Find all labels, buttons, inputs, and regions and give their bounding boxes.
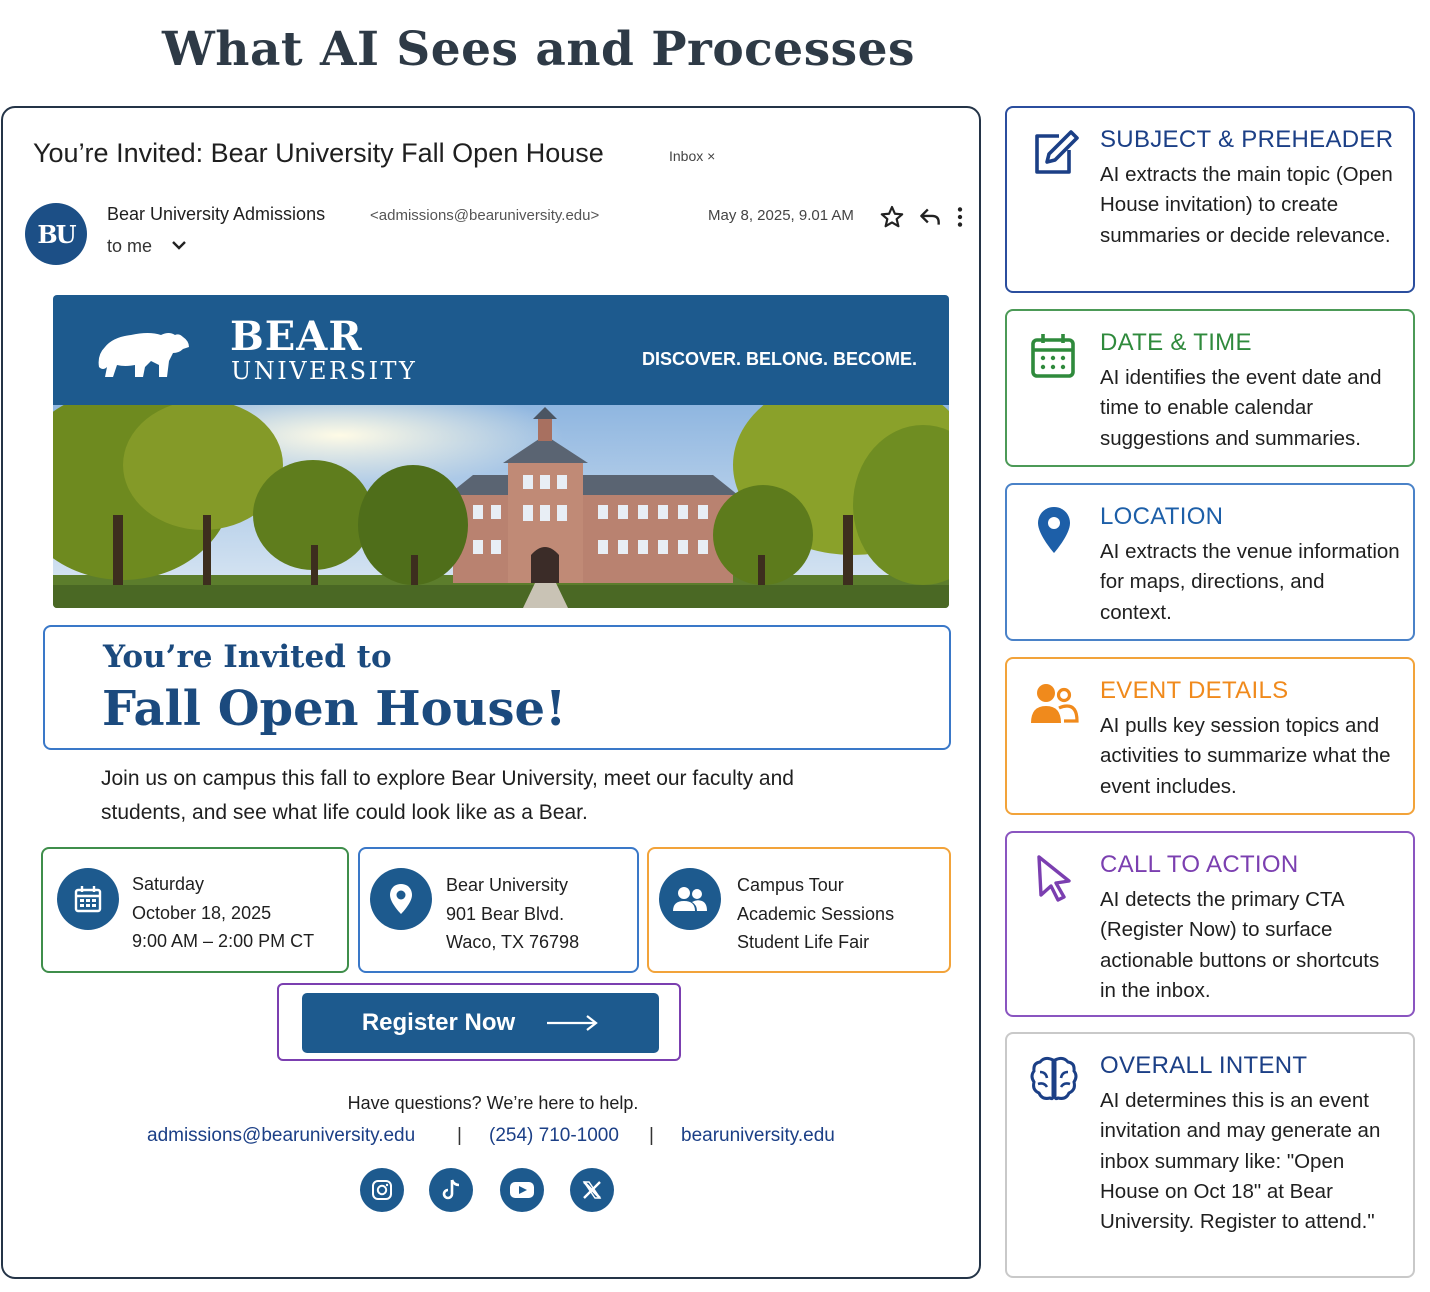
banner-tagline: DISCOVER. BELONG. BECOME.	[641, 349, 917, 369]
card-line: Bear University	[446, 875, 569, 895]
card-line: 901 Bear Blvd.	[446, 903, 565, 924]
location-card	[358, 847, 639, 973]
card-line: Waco, TX 76798	[446, 932, 580, 952]
card-line: 9:00 AM – 2:00 PM CT	[132, 931, 315, 951]
email-date: May 8, 2025, 9.01 AM	[708, 207, 854, 224]
people-icon	[1029, 679, 1079, 729]
help-text: Have questions? We’re here to help.	[347, 1093, 639, 1113]
separator: |	[457, 1125, 462, 1146]
panel-event-details	[1005, 657, 1415, 815]
card-line: October 18, 2025	[132, 902, 272, 923]
date-time-card	[41, 847, 349, 973]
arrow-right-icon	[545, 1013, 599, 1033]
card-line: Saturday	[132, 874, 205, 894]
invite-line-2: Fall Open House!	[102, 681, 567, 737]
invite-line-1: You’re Invited to	[103, 639, 392, 675]
contact-phone-link[interactable]: (254) 710-1000	[489, 1125, 619, 1146]
invite-headline-box	[43, 625, 951, 750]
panel-title: EVENT DETAILS	[1100, 677, 1289, 704]
brand-subname: UNIVERSITY	[231, 357, 418, 385]
panel-call-to-action	[1005, 831, 1415, 1017]
separator: |	[649, 1125, 654, 1146]
intro-paragraph: Join us on campus this fall to explore Bear University, meet our faculty and students, and see what life could look like as a Bear.	[101, 767, 794, 824]
event-details-card	[647, 847, 951, 973]
location-pin-icon	[370, 868, 432, 930]
inbox-label-chip[interactable]: Inbox ×	[669, 148, 716, 164]
reply-icon[interactable]	[917, 204, 943, 230]
instagram-icon[interactable]	[360, 1168, 404, 1212]
panel-title: CALL TO ACTION	[1100, 851, 1299, 878]
panel-body: AI detects the primary CTA (Register Now) to surface actionable buttons or shortcuts in the inbox.	[1100, 888, 1380, 1002]
panel-overall-intent	[1005, 1032, 1415, 1278]
page-title: What AI Sees and Processes	[162, 22, 915, 77]
card-line: Academic Sessions	[737, 903, 895, 924]
panel-title: DATE & TIME	[1100, 329, 1252, 356]
panel-title: LOCATION	[1100, 503, 1224, 530]
panel-location	[1005, 483, 1415, 641]
tiktok-icon[interactable]	[429, 1168, 473, 1212]
website-link[interactable]: bearuniversity.edu	[681, 1125, 835, 1146]
panel-body: AI determines this is an event invitation and may generate an inbox summary like: "Open House on Oct 18" at Bear University. Register to attend."	[1100, 1089, 1381, 1234]
more-vert-icon[interactable]	[947, 204, 973, 230]
calendar-icon	[1029, 331, 1079, 381]
panel-body: AI extracts the venue information for maps, directions, and context.	[1100, 540, 1400, 624]
email-banner	[53, 295, 949, 608]
panel-date-time	[1005, 309, 1415, 467]
contact-email-link[interactable]: admissions@bearuniversity.edu	[147, 1125, 416, 1146]
register-now-label: Register Now	[361, 1009, 516, 1036]
panel-body: AI pulls key session topics and activities to summarize what the event includes.	[1100, 714, 1391, 798]
register-now-button[interactable]	[302, 993, 659, 1053]
email-subject: You’re Invited: Bear University Fall Open House	[33, 138, 604, 168]
recipient-label[interactable]: to me	[107, 236, 153, 256]
date-time-text	[132, 870, 314, 956]
location-text	[446, 871, 579, 957]
cursor-icon	[1029, 853, 1079, 903]
card-line: Student Life Fair	[737, 932, 870, 952]
x-icon[interactable]	[570, 1168, 614, 1212]
youtube-icon[interactable]	[500, 1168, 544, 1212]
location-pin-icon	[1029, 505, 1079, 555]
sender-email: <admissions@bearuniversity.edu>	[370, 207, 600, 224]
cta-highlight-frame	[277, 983, 681, 1061]
panel-title: OVERALL INTENT	[1100, 1052, 1308, 1079]
panel-title: SUBJECT & PREHEADER	[1100, 126, 1394, 153]
panel-subject-preheader	[1005, 106, 1415, 293]
panel-body: AI extracts the main topic (Open House invitation) to create summaries or decide relevance.	[1100, 163, 1393, 247]
email-window	[1, 106, 981, 1279]
edit-icon	[1029, 128, 1079, 178]
panel-body: AI identifies the event date and time to enable calendar suggestions and summaries.	[1100, 366, 1382, 450]
event-details-text	[737, 871, 894, 957]
campus-photo	[53, 405, 949, 608]
brain-icon	[1029, 1054, 1079, 1104]
card-line: Campus Tour	[737, 875, 844, 895]
chevron-down-icon[interactable]	[169, 235, 189, 255]
avatar: BU	[25, 203, 87, 265]
calendar-icon	[57, 868, 119, 930]
star-icon[interactable]	[879, 204, 905, 230]
sender-name: Bear University Admissions	[107, 204, 326, 224]
people-icon	[659, 868, 721, 930]
brand-name: BEAR	[230, 313, 363, 360]
bear-logo-icon	[93, 321, 193, 383]
